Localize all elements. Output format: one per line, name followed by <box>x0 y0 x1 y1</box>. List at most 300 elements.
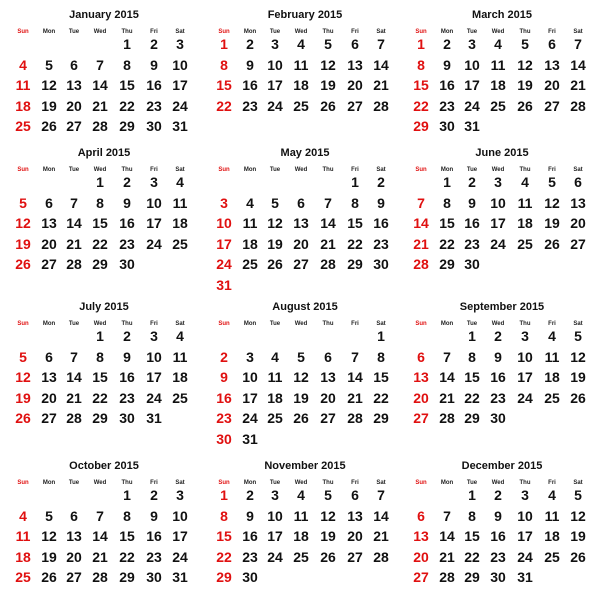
day-cell: 14 <box>373 507 389 524</box>
day-cell: 30 <box>490 410 506 426</box>
day-cell: 22 <box>439 235 455 252</box>
weekday-header: Fri <box>351 167 359 173</box>
day-cell: 27 <box>41 410 57 426</box>
day-cell: 17 <box>464 77 480 93</box>
day-cell: 27 <box>544 97 560 114</box>
day-cell: 2 <box>246 36 254 52</box>
day-cell: 19 <box>41 548 57 565</box>
day-cell: 18 <box>15 97 31 114</box>
day-cell: 10 <box>172 507 188 524</box>
day-cell: 24 <box>490 235 506 252</box>
weekday-header: Wed <box>491 321 505 327</box>
weekday-header: Wed <box>491 167 505 173</box>
day-cell: 16 <box>490 369 506 385</box>
month-8 <box>205 292 405 447</box>
day-cell: 9 <box>377 194 385 211</box>
day-cell: 28 <box>92 118 108 134</box>
day-cell: 18 <box>293 77 309 93</box>
weekday-header: Wed <box>294 29 308 35</box>
day-cell: 11 <box>267 369 283 385</box>
day-cell: 8 <box>417 56 425 73</box>
weekday-header: Sat <box>376 480 386 486</box>
day-cell: 24 <box>517 548 533 565</box>
day-cell: 8 <box>123 507 131 524</box>
day-cell: 6 <box>45 194 53 211</box>
day-cell: 26 <box>570 548 586 565</box>
day-cell: 22 <box>92 235 108 252</box>
day-cell: 31 <box>464 118 480 134</box>
day-cell: 3 <box>150 174 158 190</box>
month-title: December 2015 <box>461 460 543 472</box>
day-cell: 29 <box>119 569 135 585</box>
day-cell: 23 <box>464 235 480 252</box>
day-cell: 28 <box>570 97 586 114</box>
day-cell: 27 <box>41 256 57 272</box>
weekday-header: Wed <box>491 480 505 486</box>
day-cell: 20 <box>413 548 429 565</box>
day-cell: 18 <box>517 215 533 231</box>
day-cell: 21 <box>347 389 363 406</box>
month-title: March 2015 <box>472 9 532 21</box>
month-7 <box>4 292 204 442</box>
day-cell: 2 <box>468 174 476 190</box>
day-cell: 3 <box>176 487 184 503</box>
day-cell: 15 <box>439 215 455 231</box>
day-cell: 4 <box>176 328 184 344</box>
day-cell: 31 <box>517 569 533 585</box>
day-cell: 25 <box>267 410 283 426</box>
day-cell: 29 <box>439 256 455 272</box>
day-cell: 27 <box>293 256 309 272</box>
day-cell: 31 <box>146 410 162 426</box>
day-cell: 8 <box>123 56 131 73</box>
weekday-header: Fri <box>150 321 158 327</box>
day-cell: 17 <box>267 77 283 93</box>
day-cell: 1 <box>351 174 359 190</box>
day-cell: 16 <box>216 389 232 406</box>
day-cell: 1 <box>123 36 131 52</box>
weekday-header: Sun <box>218 321 230 327</box>
day-cell: 16 <box>146 528 162 544</box>
day-cell: 16 <box>490 528 506 544</box>
day-cell: 23 <box>119 389 135 406</box>
weekday-header: Wed <box>491 29 505 35</box>
day-cell: 28 <box>413 256 429 272</box>
day-cell: 14 <box>66 215 82 231</box>
month-title: November 2015 <box>264 460 346 472</box>
day-cell: 22 <box>464 548 480 565</box>
day-cell: 2 <box>123 174 131 190</box>
day-cell: 2 <box>150 487 158 503</box>
day-cell: 10 <box>490 194 506 211</box>
day-cell: 15 <box>347 215 363 231</box>
day-cell: 1 <box>123 487 131 503</box>
day-cell: 4 <box>176 174 184 190</box>
day-cell: 8 <box>468 507 476 524</box>
day-cell: 1 <box>220 36 228 52</box>
day-cell: 26 <box>320 548 336 565</box>
day-cell: 14 <box>570 56 586 73</box>
day-cell: 2 <box>377 174 385 190</box>
day-cell: 19 <box>15 389 31 406</box>
weekday-header: Sun <box>415 480 427 486</box>
day-cell: 21 <box>373 528 389 544</box>
day-cell: 12 <box>320 507 336 524</box>
day-cell: 5 <box>19 194 27 211</box>
day-cell: 10 <box>517 507 533 524</box>
weekday-header: Tue <box>68 167 80 173</box>
day-cell: 20 <box>413 389 429 406</box>
day-cell: 18 <box>544 369 560 385</box>
day-cell: 13 <box>320 369 336 385</box>
weekday-header: Fri <box>351 29 359 35</box>
day-cell: 20 <box>66 548 82 565</box>
day-cell: 7 <box>417 194 425 211</box>
weekday-header: Mon <box>440 167 454 173</box>
day-cell: 12 <box>41 77 57 93</box>
month-6 <box>402 138 600 288</box>
weekday-header: Mon <box>243 167 257 173</box>
day-cell: 17 <box>146 215 162 231</box>
day-cell: 27 <box>570 235 586 252</box>
weekday-header: Thu <box>519 321 531 327</box>
day-cell: 19 <box>320 77 336 93</box>
weekday-header: Sun <box>218 480 230 486</box>
day-cell: 4 <box>521 174 529 190</box>
weekday-header: Fri <box>548 480 556 486</box>
day-cell: 14 <box>92 528 108 544</box>
day-cell: 11 <box>172 348 188 365</box>
day-cell: 1 <box>377 328 385 344</box>
day-cell: 12 <box>570 507 586 524</box>
day-cell: 19 <box>320 528 336 544</box>
day-cell: 25 <box>15 569 31 585</box>
day-cell: 27 <box>66 118 82 134</box>
day-cell: 26 <box>41 118 57 134</box>
day-cell: 21 <box>92 548 108 565</box>
weekday-header: Fri <box>150 29 158 35</box>
day-cell: 25 <box>517 235 533 252</box>
day-cell: 13 <box>66 77 82 93</box>
day-cell: 1 <box>417 36 425 52</box>
weekday-header: Tue <box>269 29 281 35</box>
day-cell: 23 <box>146 97 162 114</box>
day-cell: 11 <box>517 194 533 211</box>
weekday-header: Mon <box>42 29 56 35</box>
day-cell: 30 <box>119 256 135 272</box>
day-cell: 15 <box>413 77 429 93</box>
weekday-header: Wed <box>294 167 308 173</box>
day-cell: 22 <box>216 97 232 114</box>
day-cell: 13 <box>347 56 363 73</box>
day-cell: 13 <box>41 215 57 231</box>
day-cell: 24 <box>267 548 283 565</box>
day-cell: 14 <box>439 369 455 385</box>
day-cell: 29 <box>413 118 429 134</box>
day-cell: 10 <box>267 507 283 524</box>
day-cell: 12 <box>15 215 31 231</box>
day-cell: 20 <box>570 215 586 231</box>
weekday-header: Sat <box>376 167 386 173</box>
weekday-header: Sat <box>376 321 386 327</box>
day-cell: 8 <box>377 348 385 365</box>
day-cell: 31 <box>216 276 232 293</box>
day-cell: 13 <box>544 56 560 73</box>
day-cell: 16 <box>119 369 135 385</box>
day-cell: 15 <box>464 369 480 385</box>
month-title: June 2015 <box>475 147 529 159</box>
day-cell: 22 <box>119 548 135 565</box>
month-4 <box>4 138 204 288</box>
weekday-header: Tue <box>269 321 281 327</box>
day-cell: 1 <box>96 174 104 190</box>
weekday-header: Mon <box>42 480 56 486</box>
month-10 <box>4 451 204 601</box>
weekday-header: Thu <box>322 167 334 173</box>
weekday-header: Wed <box>93 321 107 327</box>
day-cell: 13 <box>66 528 82 544</box>
weekday-header: Sat <box>175 480 185 486</box>
day-cell: 15 <box>119 528 135 544</box>
day-cell: 3 <box>468 36 476 52</box>
weekday-header: Sat <box>175 167 185 173</box>
day-cell: 2 <box>220 348 228 365</box>
day-cell: 8 <box>220 56 228 73</box>
weekday-header: Tue <box>466 480 478 486</box>
day-cell: 14 <box>373 56 389 73</box>
day-cell: 26 <box>41 569 57 585</box>
day-cell: 14 <box>66 369 82 385</box>
day-cell: 30 <box>242 569 258 585</box>
day-cell: 1 <box>468 328 476 344</box>
day-cell: 29 <box>92 256 108 272</box>
day-cell: 14 <box>413 215 429 231</box>
day-cell: 20 <box>347 528 363 544</box>
month-title: February 2015 <box>267 9 343 21</box>
day-cell: 24 <box>172 548 188 565</box>
day-cell: 13 <box>570 194 586 211</box>
weekday-header: Wed <box>93 167 107 173</box>
weekday-header: Wed <box>93 29 107 35</box>
day-cell: 12 <box>517 56 533 73</box>
day-cell: 7 <box>377 36 385 52</box>
day-cell: 21 <box>413 235 429 252</box>
day-cell: 5 <box>574 487 582 503</box>
day-cell: 25 <box>490 97 506 114</box>
day-cell: 8 <box>220 507 228 524</box>
weekday-header: Sat <box>175 321 185 327</box>
day-cell: 4 <box>494 36 502 52</box>
month-title: January 2015 <box>69 9 139 21</box>
day-cell: 5 <box>324 36 332 52</box>
day-cell: 14 <box>92 77 108 93</box>
day-cell: 12 <box>570 348 586 365</box>
day-cell: 22 <box>119 97 135 114</box>
day-cell: 13 <box>413 369 429 385</box>
day-cell: 9 <box>123 348 131 365</box>
day-cell: 3 <box>271 36 279 52</box>
weekday-header: Fri <box>548 29 556 35</box>
day-cell: 7 <box>443 348 451 365</box>
day-cell: 11 <box>293 56 309 73</box>
day-cell: 20 <box>66 97 82 114</box>
day-cell: 17 <box>146 369 162 385</box>
weekday-header: Tue <box>466 321 478 327</box>
day-cell: 26 <box>15 256 31 272</box>
day-cell: 7 <box>351 348 359 365</box>
day-cell: 10 <box>146 194 162 211</box>
weekday-header: Sat <box>573 480 583 486</box>
day-cell: 16 <box>439 77 455 93</box>
day-cell: 1 <box>443 174 451 190</box>
day-cell: 3 <box>246 348 254 365</box>
weekday-header: Thu <box>121 29 133 35</box>
day-cell: 5 <box>45 507 53 524</box>
day-cell: 2 <box>494 487 502 503</box>
day-cell: 16 <box>464 215 480 231</box>
day-cell: 18 <box>293 528 309 544</box>
month-12 <box>402 451 600 601</box>
day-cell: 23 <box>242 548 258 565</box>
day-cell: 22 <box>92 389 108 406</box>
day-cell: 15 <box>373 369 389 385</box>
weekday-header: Sun <box>415 167 427 173</box>
day-cell: 21 <box>320 235 336 252</box>
day-cell: 27 <box>413 569 429 585</box>
weekday-header: Sun <box>218 29 230 35</box>
weekday-header: Fri <box>351 480 359 486</box>
month-3 <box>402 0 600 150</box>
day-cell: 16 <box>242 528 258 544</box>
weekday-header: Mon <box>243 321 257 327</box>
day-cell: 3 <box>521 487 529 503</box>
day-cell: 5 <box>19 348 27 365</box>
weekday-header: Fri <box>150 167 158 173</box>
day-cell: 4 <box>19 56 27 73</box>
day-cell: 28 <box>373 548 389 565</box>
day-cell: 24 <box>242 410 258 426</box>
day-cell: 17 <box>172 528 188 544</box>
day-cell: 10 <box>267 56 283 73</box>
day-cell: 9 <box>494 507 502 524</box>
day-cell: 20 <box>320 389 336 406</box>
day-cell: 2 <box>150 36 158 52</box>
day-cell: 17 <box>172 77 188 93</box>
day-cell: 12 <box>41 528 57 544</box>
day-cell: 5 <box>297 348 305 365</box>
month-title: May 2015 <box>280 147 330 159</box>
day-cell: 23 <box>242 97 258 114</box>
day-cell: 3 <box>494 174 502 190</box>
day-cell: 26 <box>544 235 560 252</box>
day-cell: 6 <box>70 507 78 524</box>
day-cell: 23 <box>373 235 389 252</box>
day-cell: 6 <box>351 487 359 503</box>
day-cell: 8 <box>351 194 359 211</box>
day-cell: 3 <box>176 36 184 52</box>
weekday-header: Fri <box>351 321 359 327</box>
day-cell: 25 <box>172 389 188 406</box>
weekday-header: Mon <box>440 29 454 35</box>
day-cell: 28 <box>439 569 455 585</box>
day-cell: 12 <box>544 194 560 211</box>
day-cell: 16 <box>242 77 258 93</box>
day-cell: 23 <box>490 548 506 565</box>
day-cell: 16 <box>146 77 162 93</box>
day-cell: 17 <box>517 369 533 385</box>
day-cell: 2 <box>494 328 502 344</box>
day-cell: 13 <box>413 528 429 544</box>
month-9 <box>402 292 600 442</box>
day-cell: 14 <box>347 369 363 385</box>
day-cell: 6 <box>324 348 332 365</box>
day-cell: 10 <box>464 56 480 73</box>
day-cell: 24 <box>172 97 188 114</box>
day-cell: 15 <box>216 77 232 93</box>
month-11 <box>205 451 405 601</box>
day-cell: 6 <box>548 36 556 52</box>
day-cell: 20 <box>544 77 560 93</box>
day-cell: 20 <box>41 389 57 406</box>
month-title: July 2015 <box>79 301 129 313</box>
day-cell: 6 <box>351 36 359 52</box>
month-title: October 2015 <box>69 460 139 472</box>
day-cell: 25 <box>293 97 309 114</box>
day-cell: 20 <box>41 235 57 252</box>
day-cell: 6 <box>574 174 582 190</box>
day-cell: 6 <box>417 507 425 524</box>
day-cell: 9 <box>246 56 254 73</box>
day-cell: 25 <box>544 389 560 406</box>
day-cell: 10 <box>517 348 533 365</box>
day-cell: 31 <box>172 569 188 585</box>
day-cell: 7 <box>70 348 78 365</box>
day-cell: 3 <box>521 328 529 344</box>
day-cell: 26 <box>517 97 533 114</box>
weekday-header: Sun <box>17 29 29 35</box>
day-cell: 18 <box>242 235 258 252</box>
day-cell: 18 <box>172 215 188 231</box>
day-cell: 18 <box>544 528 560 544</box>
day-cell: 8 <box>96 194 104 211</box>
day-cell: 2 <box>123 328 131 344</box>
weekday-header: Sat <box>573 29 583 35</box>
weekday-header: Thu <box>519 29 531 35</box>
weekday-header: Thu <box>121 480 133 486</box>
day-cell: 17 <box>517 528 533 544</box>
day-cell: 28 <box>66 410 82 426</box>
day-cell: 30 <box>490 569 506 585</box>
day-cell: 3 <box>220 194 228 211</box>
weekday-header: Tue <box>68 480 80 486</box>
day-cell: 21 <box>66 389 82 406</box>
day-cell: 28 <box>439 410 455 426</box>
day-cell: 5 <box>548 174 556 190</box>
day-cell: 5 <box>271 194 279 211</box>
month-title: August 2015 <box>272 301 338 313</box>
day-cell: 17 <box>267 528 283 544</box>
day-cell: 23 <box>146 548 162 565</box>
day-cell: 19 <box>544 215 560 231</box>
day-cell: 18 <box>490 77 506 93</box>
day-cell: 15 <box>119 77 135 93</box>
day-cell: 1 <box>220 487 228 503</box>
day-cell: 6 <box>45 348 53 365</box>
day-cell: 24 <box>464 97 480 114</box>
day-cell: 3 <box>150 328 158 344</box>
weekday-header: Tue <box>269 480 281 486</box>
day-cell: 19 <box>570 528 586 544</box>
